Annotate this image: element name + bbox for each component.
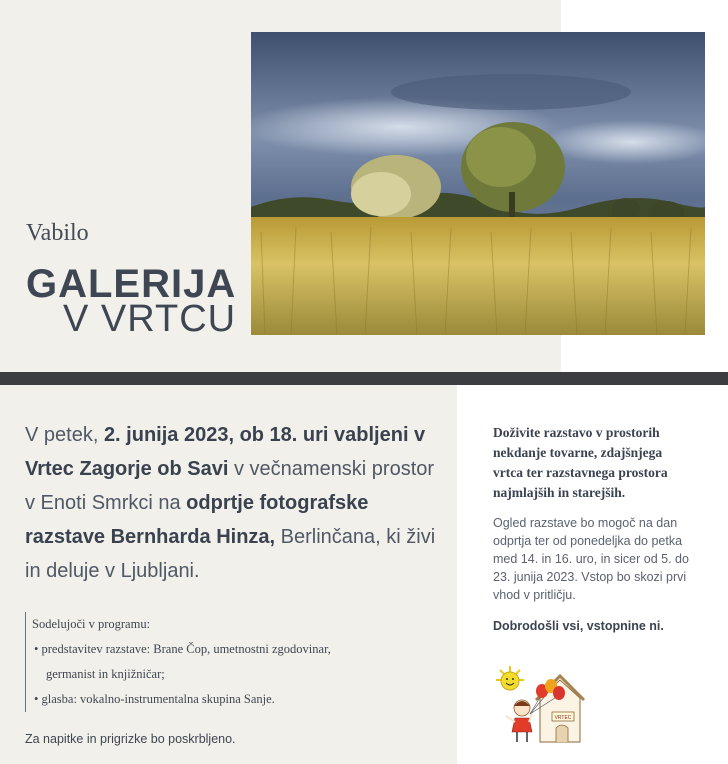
invitation-text	[25, 418, 445, 588]
sidebar-welcome: Dobrodošli vsi, vstopnine ni.	[493, 619, 664, 633]
program-heading: Sodelujoči v programu:	[32, 617, 151, 631]
invitation-part2: v večnamenski prostor v Enoti Smrkci na	[25, 458, 435, 514]
invitation-date: 2. junija 2023, ob 18. uri vabljeni v Vrtec Zagorje ob Savi	[25, 424, 426, 480]
list-item: • glasba: vokalno-instrumentalna skupina Sanje.	[34, 692, 275, 706]
program-list	[25, 612, 331, 712]
kindergarten-logo	[490, 664, 590, 746]
list-item-continued	[32, 662, 331, 687]
invitation-part1: V petek,	[25, 424, 104, 446]
invitation-label: Vabilo	[26, 220, 89, 246]
program-item1-line2: germanist in knjižničar;	[46, 667, 165, 681]
page-title-line2: V VRTCU	[63, 298, 237, 340]
invitation-event: odprtje fotografske razstave Bernharda Hinza,	[25, 492, 369, 548]
invitation-part3: Berlinčana, ki živi in deluje v Ljubljani.	[25, 526, 436, 582]
refreshments-note: Za napitke in prigrizke bo poskrbljeno.	[25, 732, 236, 746]
list-item: • predstavitev razstave: Brane Čop, umetnostni zgodovinar,	[34, 642, 331, 656]
program-item2: glasba: vokalno-instrumentalna skupina Sanje.	[41, 692, 275, 706]
divider-band	[0, 372, 728, 385]
program-item1-line1: predstavitev razstave: Brane Čop, umetnostni zgodovinar,	[41, 642, 331, 656]
page-title-line1: GALERIJA	[26, 262, 237, 306]
logo-text: VRTEC	[554, 715, 572, 721]
landscape-photo	[251, 32, 705, 335]
sidebar-info: Ogled razstave bo mogoč na dan odprtja ter od ponedeljka do petka med 14. in 16. uro, in sicer od 5. do 23. junija 2023. Vstop bo skozi prvi vhod v pritličju.	[493, 516, 689, 602]
sidebar-highlight: Doživite razstavo v prostorih nekdanje tovarne, zdajšnjega vrtca ter razstavnega prostora najmlajših in starejših.	[493, 425, 668, 500]
